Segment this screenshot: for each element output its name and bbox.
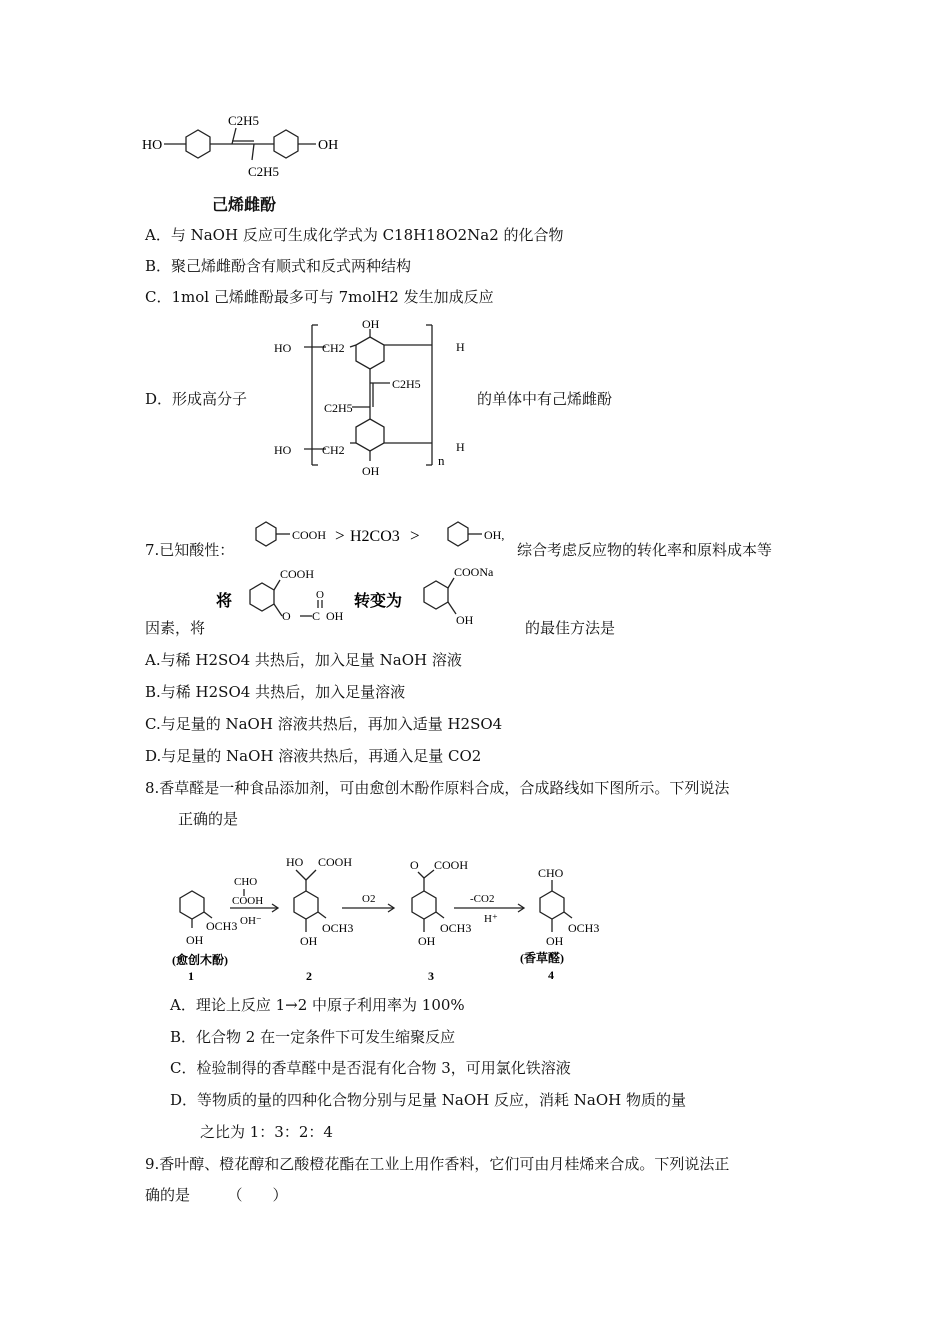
svg-text:>: > xyxy=(335,526,345,545)
q9-stem-line2: 确的是 （ ） xyxy=(145,1186,288,1204)
svg-text:HO: HO xyxy=(142,138,163,153)
svg-text:OH: OH xyxy=(362,317,380,331)
svg-text:O: O xyxy=(282,609,291,623)
reagent-h: H⁺ xyxy=(484,913,498,925)
svg-text:C2H5: C2H5 xyxy=(392,377,421,391)
svg-text:OH: OH xyxy=(546,934,564,948)
q7-stem2-suffix: 的最佳方法是 xyxy=(525,619,616,637)
svg-text:OCH3: OCH3 xyxy=(440,921,472,935)
svg-text:OH: OH xyxy=(362,464,380,478)
q6-option-a: A．与 NaOH 反应可生成化学式为 C18H18O2Na2 的化合物 xyxy=(145,226,564,244)
diethylstilbestrol-structure xyxy=(140,110,360,190)
q8-stem-line2: 正确的是 xyxy=(178,810,239,828)
q8-option-c: C．检验制得的香草醛中是否混有化合物 3，可用氯化铁溶液 xyxy=(170,1059,571,1077)
q7-stem-suffix: 综合考虑反应物的转化率和原料成本等 xyxy=(517,541,773,559)
label-guaiacol: (愈创木酚) xyxy=(172,953,228,967)
svg-text:H2CO3: H2CO3 xyxy=(350,528,400,545)
svg-text:COOH: COOH xyxy=(292,528,327,542)
svg-text:COOH: COOH xyxy=(318,855,353,869)
q8-stem-line1: 8.香草醛是一种食品添加剂，可由愈创木酚作原料合成，合成路线如下图所示。下列说法 xyxy=(145,779,730,797)
svg-text:>: > xyxy=(410,526,420,545)
zhuanbianwei-text: 转变为 xyxy=(354,591,403,610)
svg-text:OH,: OH, xyxy=(484,528,505,542)
q7-option-d: D.与足量的 NaOH 溶液共热后，再通入足量 CO2 xyxy=(145,747,482,765)
label-vanillin: (香草醛) xyxy=(520,951,564,965)
q7-option-c: C.与足量的 NaOH 溶液共热后，再加入适量 H2SO4 xyxy=(145,715,503,733)
reagent-co2: -CO2 xyxy=(470,893,495,905)
q8-option-d: D．等物质的量的四种化合物分别与足量 NaOH 反应，消耗 NaOH 物质的量 xyxy=(170,1091,686,1109)
q7-stem-prefix: 7.已知酸性： xyxy=(145,541,235,559)
q8-option-d-line2: 之比为 1：3：2：4 xyxy=(200,1123,333,1141)
reagent-oh: OH⁻ xyxy=(240,915,262,927)
reagent-cho: CHO xyxy=(234,876,258,888)
svg-text:OH: OH xyxy=(300,934,318,948)
compound-number-4: 4 xyxy=(548,968,554,982)
acidity-order-image xyxy=(242,512,517,554)
svg-text:COOH: COOH xyxy=(434,858,469,872)
svg-text:O: O xyxy=(316,589,324,601)
q8-option-a: A．理论上反应 1→2 中原子利用率为 100% xyxy=(170,996,465,1014)
compound-number-1: 1 xyxy=(188,969,194,983)
svg-text:H: H xyxy=(456,340,465,354)
svg-text:H: H xyxy=(456,440,465,454)
svg-text:OH: OH xyxy=(186,933,204,947)
compound-number-2: 2 xyxy=(306,969,312,983)
structure-caption: 己烯雌酚 xyxy=(212,195,277,214)
polymer-structure xyxy=(270,315,490,485)
svg-text:OH: OH xyxy=(418,934,436,948)
q6-option-b: B．聚己烯雌酚含有顺式和反式两种结构 xyxy=(145,257,412,275)
svg-text:C2H5: C2H5 xyxy=(248,164,280,179)
svg-text:OH: OH xyxy=(456,613,474,627)
q6-option-d-suffix: 的单体中有己烯雌酚 xyxy=(477,390,613,408)
svg-text:n: n xyxy=(438,453,445,468)
svg-text:COONa: COONa xyxy=(454,565,494,579)
svg-text:C2H5: C2H5 xyxy=(324,401,353,415)
svg-text:OCH3: OCH3 xyxy=(568,921,600,935)
svg-text:O: O xyxy=(410,858,419,872)
q7-option-a: A.与稀 H2SO4 共热后，加入足量 NaOH 溶液 xyxy=(145,651,462,669)
svg-text:COOH: COOH xyxy=(280,567,315,581)
svg-text:C2H5: C2H5 xyxy=(228,113,260,128)
synthesis-route xyxy=(170,852,620,984)
svg-text:OH: OH xyxy=(326,609,344,623)
q7-option-b: B.与稀 H2SO4 共热后，加入足量溶液 xyxy=(145,683,406,701)
svg-text:C: C xyxy=(312,609,321,623)
svg-text:HO: HO xyxy=(274,443,292,457)
svg-text:HO: HO xyxy=(274,341,292,355)
svg-text:HO: HO xyxy=(286,855,304,869)
reagent-cooh: COOH xyxy=(232,895,264,907)
q7-stem2-prefix: 因素，将 xyxy=(145,619,206,637)
svg-text:CHO: CHO xyxy=(538,866,564,880)
q9-stem-line1: 9.香叶醇、橙花醇和乙酸橙花酯在工业上用作香料，它们可由月桂烯来合成。下列说法正 xyxy=(145,1155,730,1173)
q6-option-c: C．1mol 己烯雌酚最多可与 7molH2 发生加成反应 xyxy=(145,288,494,306)
reagent-o2: O2 xyxy=(362,893,376,905)
jiang-text: 将 xyxy=(216,591,233,610)
svg-text:OH: OH xyxy=(318,138,339,153)
svg-text:CH2: CH2 xyxy=(322,341,345,355)
q8-option-b: B．化合物 2 在一定条件下可发生缩聚反应 xyxy=(170,1028,456,1046)
svg-text:OCH3: OCH3 xyxy=(322,921,354,935)
svg-text:OCH3: OCH3 xyxy=(206,919,238,933)
compound-number-3: 3 xyxy=(428,969,434,983)
svg-text:CH2: CH2 xyxy=(322,443,345,457)
conversion-image xyxy=(212,562,522,634)
q6-option-d-prefix: D．形成高分子 xyxy=(145,390,248,408)
